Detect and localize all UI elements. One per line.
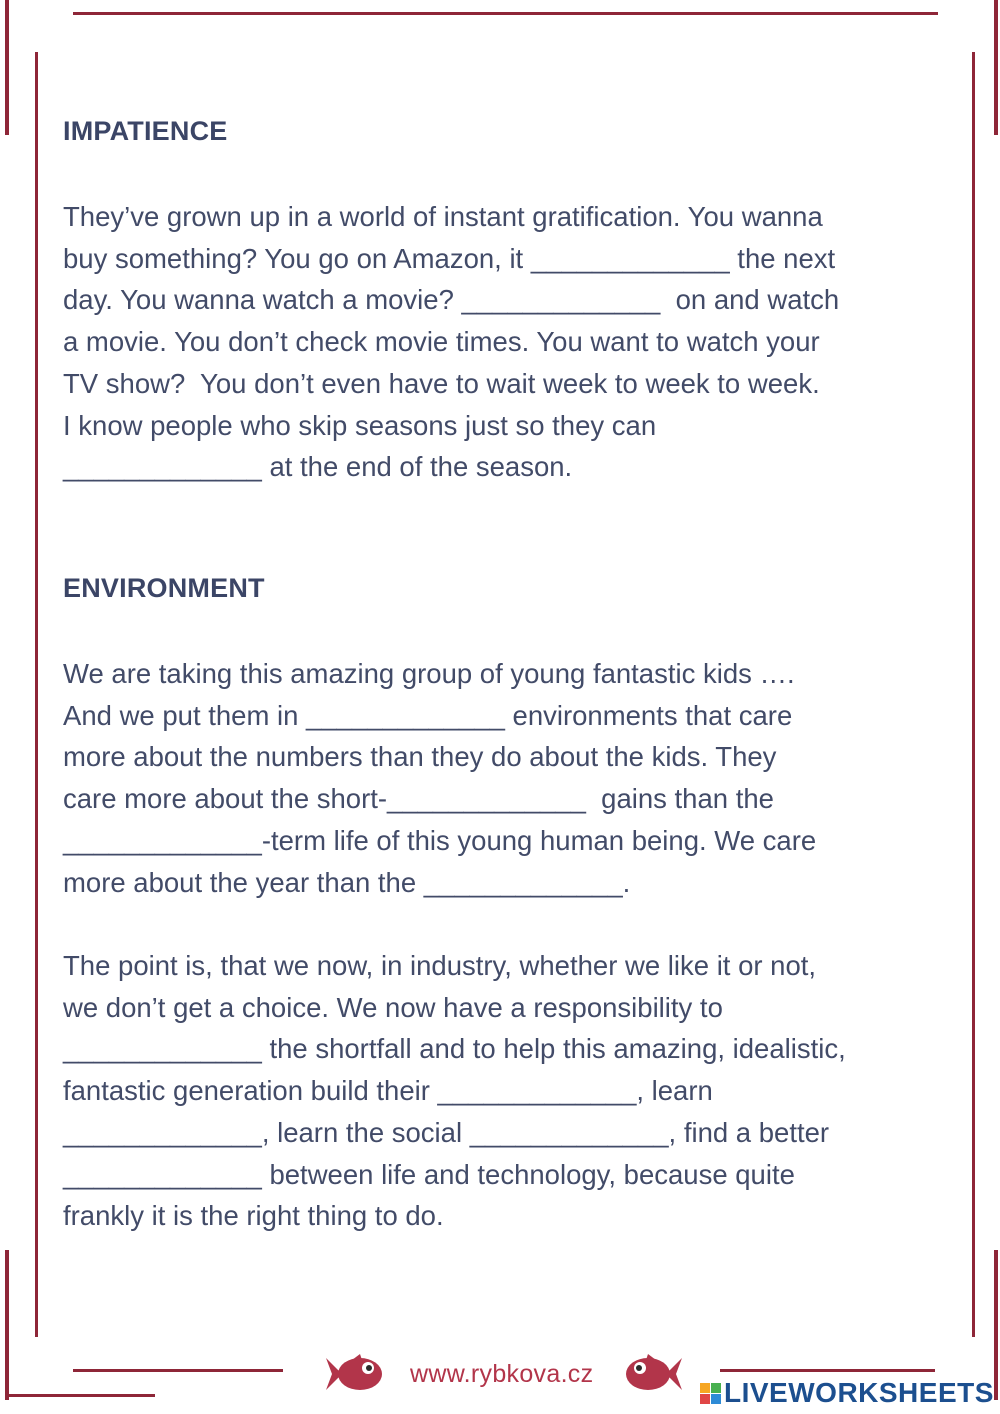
section-heading-impatience: IMPATIENCE [63, 116, 228, 146]
frame-bottom-left-line-outer [5, 1394, 155, 1397]
website-link[interactable]: www.rybkova.cz [410, 1360, 594, 1388]
section-paragraph-environment-2: The point is, that we now, in industry, whether we like it or not, we don’t get a choice. We now have a responsibility to _____________ the shortfall and to help this amazing, idealistic, fantastic generation build their _____________, learn _____________, learn the social _____________, find a better _____________ between life and technology, because quite frankly it is the right thing to do. [63, 950, 846, 1232]
frame-left-line-inner [35, 52, 38, 1337]
frame-left-line-outer-bottom [5, 1250, 9, 1400]
fish-icon [322, 1350, 386, 1398]
frame-left-line-outer-top [5, 0, 9, 135]
section-paragraph-environment-1: We are taking this amazing group of young fantastic kids …. And we put them in _____________ environments that care more about the numbers than they do about the kids. They care more about the short-_____________ gains than the _____________-term life of this young human being. We care more about the year than the _____________. [63, 658, 817, 898]
frame-bottom-left-line [73, 1369, 283, 1372]
frame-bottom-right-line [720, 1369, 935, 1372]
fish-icon [622, 1350, 686, 1398]
liveworksheets-brand-text: LIVEWORKSHEETS [724, 1377, 994, 1408]
section-heading-environment: ENVIRONMENT [63, 573, 265, 603]
frame-right-line-outer-bottom [994, 1250, 998, 1400]
frame-top-line [73, 12, 938, 15]
liveworksheets-cube-icon [700, 1383, 721, 1404]
frame-right-line-outer-top [994, 0, 998, 135]
liveworksheets-logo [700, 1376, 994, 1410]
section-paragraph-impatience: They’ve grown up in a world of instant gratification. You wanna buy something? You go on Amazon, it _____________ the next day. You wanna watch a movie? _____________ on and watch a movie. You don’t check movie times. You want to watch your TV show? You don’t even have to wait week to week to week. I know people who skip seasons just so they can _____________ at the end of the season. [63, 201, 840, 483]
frame-right-line-inner [972, 52, 975, 1337]
